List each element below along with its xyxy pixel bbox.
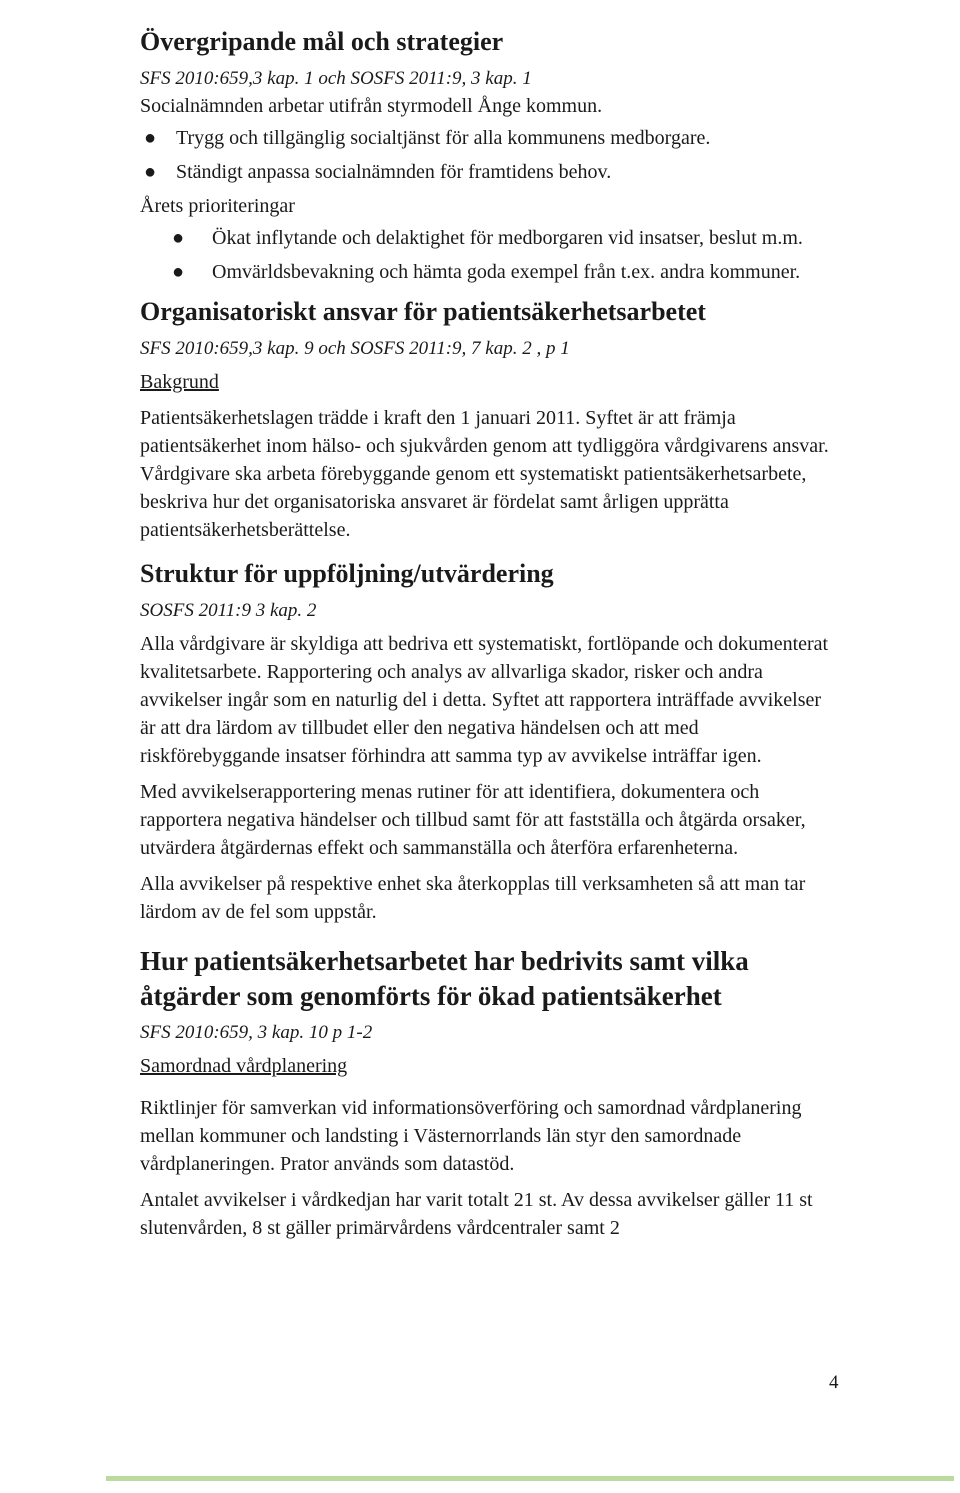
- bullet-icon: ●: [172, 227, 185, 249]
- paragraph: Antalet avvikelser i vårdkedjan har varit totalt 21 st. Av dessa avvikelser gäller 11 st slutenvården, 8 st gäller primärvårdens vårdcentraler samt 2: [140, 1189, 813, 1239]
- law-reference: SFS 2010:659, 3 kap. 10 p 1-2: [140, 1022, 373, 1043]
- list-item: ● Ständigt anpassa socialnämnden för framtidens behov.: [140, 158, 840, 186]
- priorities-list: [140, 224, 840, 286]
- paragraph: Riktlinjer för samverkan vid informationsöverföring och samordnad vårdplanering mellan kommuner och landsting i Västernorrlands län styr den samordnade vårdplaneringen. Prator används som datastöd.: [140, 1097, 802, 1175]
- law-reference: SFS 2010:659,3 kap. 1 och SOSFS 2011:9, 3 kap. 1: [140, 68, 532, 89]
- goal-list: [140, 124, 840, 186]
- section-title-structure: Struktur för uppföljning/utvärdering: [140, 559, 554, 588]
- subheading-care-planning: Samordnad vårdplanering: [140, 1055, 348, 1077]
- law-reference: SFS 2010:659,3 kap. 9 och SOSFS 2011:9, 7 kap. 2 , p 1: [140, 338, 570, 359]
- list-item: ● Omvärldsbevakning och hämta goda exempel från t.ex. andra kommuner.: [140, 258, 840, 286]
- paragraph: Alla vårdgivare är skyldiga att bedriva ett systematiskt, fortlöpande och dokumenterat kvalitetsarbete. Rapportering och analys av allvarliga skador, risker och andra avvikelser ingår som en naturlig del i detta. Syftet att rapportera inträffade avvikelser är att dra lärdom av tillbudet eller den negativa händelsen och att med riskförebyggande insatser förhindra att samma typ av avvikelse inträffar igen.: [140, 633, 829, 767]
- footer-divider: [106, 1476, 954, 1481]
- list-item: ● Trygg och tillgänglig socialtjänst för alla kommunens medborgare.: [140, 124, 840, 152]
- list-item: ● Ökat inflytande och delaktighet för medborgaren vid insatser, beslut m.m.: [140, 224, 840, 252]
- paragraph: Alla avvikelser på respektive enhet ska återkopplas till verksamheten så att man tar lärdom av de fel som uppstår.: [140, 873, 806, 923]
- intro-text: Socialnämnden arbetar utifrån styrmodell Ånge kommun.: [140, 95, 603, 117]
- document-page: [140, 26, 840, 1250]
- background-text: Patientsäkerhetslagen trädde i kraft den 1 januari 2011. Syftet är att främja patientsäkerhet inom hälso- och sjukvården genom att tydliggöra vårdgivarens ansvar. Vårdgivare ska arbeta förebyggande genom ett systematiskt patientsäkerhetsarbete, beskriva hur det organisatoriska ansvaret är fördelat samt årligen upprätta patientsäkerhetsberättelse.: [140, 407, 829, 541]
- bullet-icon: ●: [144, 161, 157, 183]
- law-reference: SOSFS 2011:9 3 kap. 2: [140, 600, 317, 621]
- paragraph: Med avvikelserapportering menas rutiner för att identifiera, dokumentera och rapportera negativa händelser och tillbud samt för att fastställa och åtgärda orsaker, utvärdera åtgärdernas effekt och sammanställa och återföra erfarenheterna.: [140, 781, 806, 859]
- section-title-strategies: Övergripande mål och strategier: [140, 27, 504, 56]
- section-title-organisation: Organisatoriskt ansvar för patientsäkerhetsarbetet: [140, 297, 706, 326]
- page-number: 4: [829, 1372, 839, 1393]
- section-title-safety-work: Hur patientsäkerhetsarbetet har bedrivits samt vilka åtgärder som genomförts för ökad patientsäkerhet: [140, 946, 749, 1011]
- bullet-icon: ●: [144, 127, 157, 149]
- subheading-background: Bakgrund: [140, 371, 219, 393]
- bullet-icon: ●: [172, 261, 185, 283]
- priorities-label: Årets prioriteringar: [140, 195, 295, 217]
